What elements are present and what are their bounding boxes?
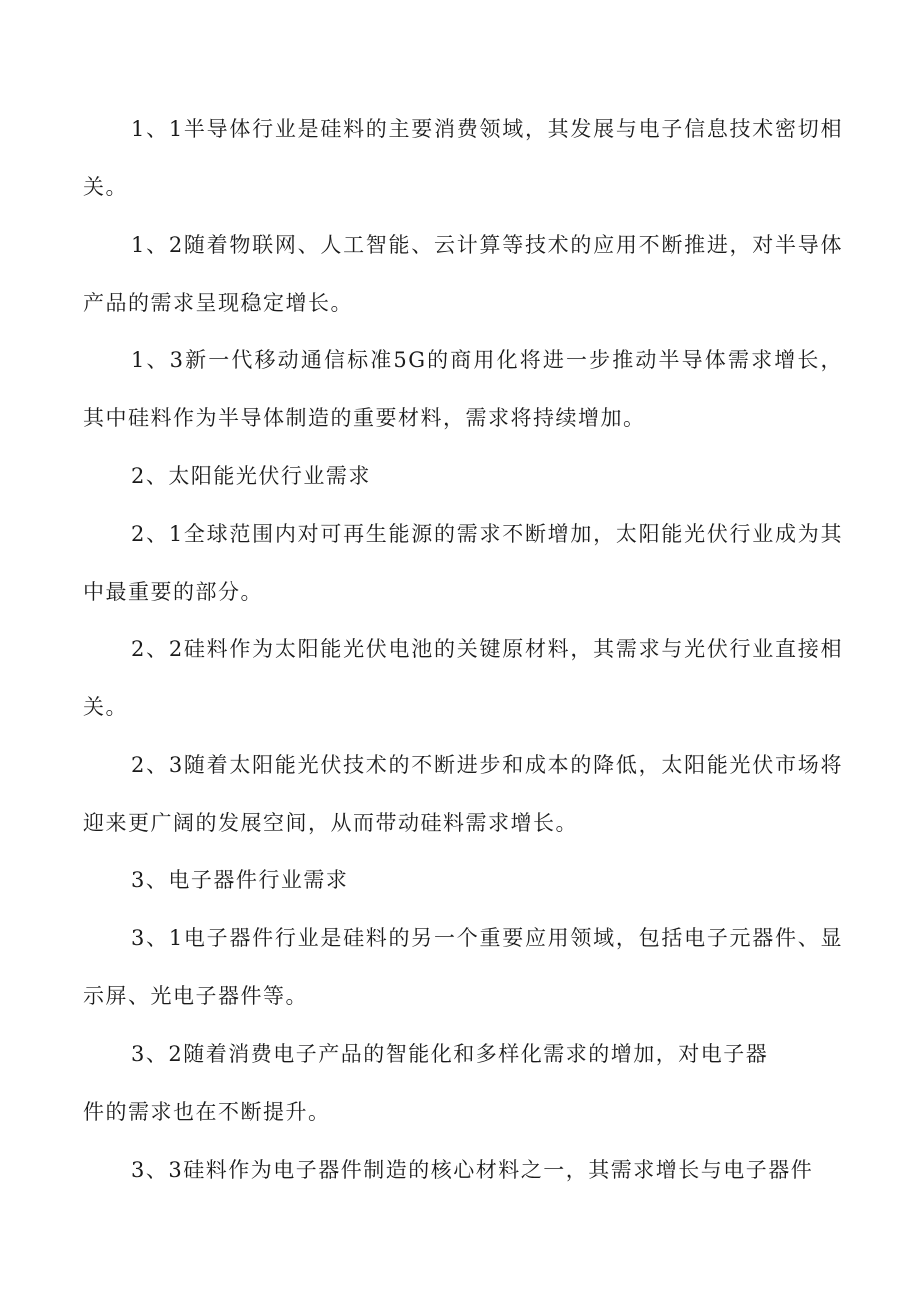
paragraph-1-1: 1、1半导体行业是硅料的主要消费领域，其发展与电子信息技术密切相关。 [83, 117, 843, 199]
paragraph-3-2-continuation: 件的需求也在不断提升。 [83, 1100, 331, 1124]
paragraph-3-2: 3、2随着消费电子产品的智能化和多样化需求的增加，对电子器 [131, 1042, 769, 1066]
paragraph-2-3: 2、3随着太阳能光伏技术的不断进步和成本的降低，太阳能光伏市场将迎来更广阔的发展空间，从而带动硅料需求增长。 [83, 753, 843, 835]
section-heading-2: 2、太阳能光伏行业需求 [131, 464, 371, 488]
paragraph-3-3: 3、3硅料作为电子器件制造的核心材料之一，其需求增长与电子器件 [131, 1158, 814, 1182]
paragraph-1-3: 1、3新一代移动通信标准5G的商用化将进一步推动半导体需求增长，其中硅料作为半导体制造的重要材料，需求将持续增加。 [83, 348, 843, 430]
section-heading-3: 3、电子器件行业需求 [131, 868, 349, 892]
paragraph-2-2: 2、2硅料作为太阳能光伏电池的关键原材料，其需求与光伏行业直接相关。 [83, 637, 843, 719]
paragraph-1-2: 1、2随着物联网、人工智能、云计算等技术的应用不断推进，对半导体产品的需求呈现稳定增长。 [83, 233, 843, 315]
paragraph-2-1: 2、1全球范围内对可再生能源的需求不断增加，太阳能光伏行业成为其中最重要的部分。 [83, 522, 843, 604]
paragraph-3-1: 3、1电子器件行业是硅料的另一个重要应用领域，包括电子元器件、显示屏、光电子器件等。 [83, 926, 843, 1008]
